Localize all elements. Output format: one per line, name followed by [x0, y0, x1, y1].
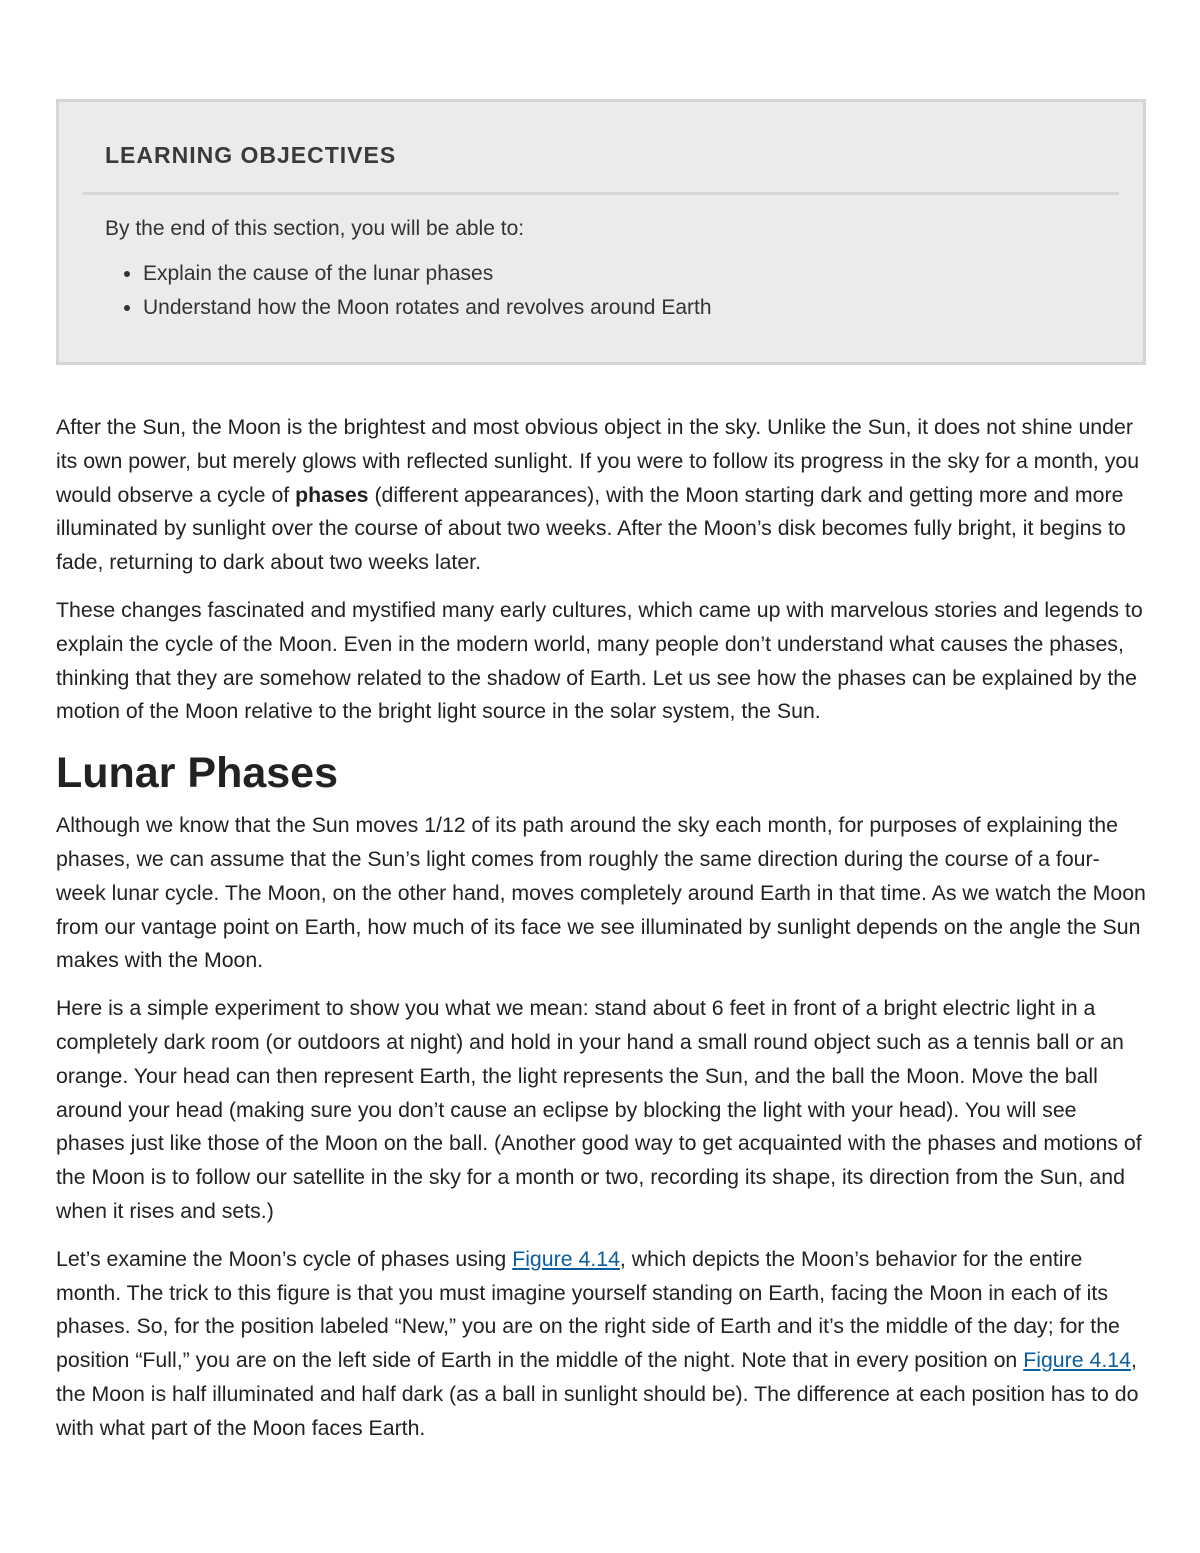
paragraph-text: , which depicts the Moon’s behavior for the entire month. The trick to this figure is that you must imagine yourself standing on Earth, facing the Moon in each of its phases. So, for the position labeled “New,” you are on the right side of Earth and it’s the middle of the day; for the position “Full,” you are on the left side of Earth in the middle of the night. Note that in every position on [56, 1246, 1120, 1373]
objective-item: • Explain the cause of the lunar phases [143, 257, 1119, 291]
intro-paragraph [56, 411, 1146, 580]
body-text [56, 411, 1146, 1446]
key-term-phases: phases [295, 482, 369, 507]
intro-paragraph: These changes fascinated and mystified many early cultures, which came up with marvelous stories and legends to explain the cycle of the Moon. Even in the modern world, many people don’t understand what causes the phases, thinking that they are somehow related to the shadow of Earth. Let us see how the phases can be explained by the motion of the Moon relative to the bright light source in the solar system, the Sun. [56, 597, 1143, 724]
objectives-divider [83, 192, 1119, 195]
section-paragraph: Here is a simple experiment to show you what we mean: stand about 6 feet in front of a bright electric light in a completely dark room (or outdoors at night) and hold in your hand a small round object such as a tennis ball or an orange. Your head can then represent Earth, the light represents the Sun, and the ball the Moon. Move the ball around your head (making sure you don’t cause an eclipse by blocking the light with your head). You will see phases just like those of the Moon on the ball. (Another good way to get acquainted with the phases and motions of the Moon is to follow our satellite in the sky for a month or two, recording its shape, its direction from the Sun, and when it rises and sets.) [56, 996, 1142, 1223]
objectives-list [83, 257, 1119, 325]
objectives-title: LEARNING OBJECTIVES [105, 142, 397, 168]
paragraph-text: Let’s examine the Moon’s cycle of phases using [56, 1246, 513, 1271]
paragraph-text: , the Moon is half illuminated and half dark (as a ball in sunlight should be). The difference at each position has to do with what part of the Moon faces Earth. [56, 1348, 1139, 1440]
intro-text-before: After the Sun, the Moon is the brightest and most obvious object in the sky. Unlike the Sun, it does not shine under its own power, but merely glows with reflected sunlight. If you were to follow its progress in the sky for a month, you would observe a cycle of [56, 415, 1140, 507]
figure-link[interactable]: Figure 4.14 [1023, 1348, 1131, 1373]
section-title: Lunar Phases [56, 749, 338, 798]
learning-objectives-box [56, 99, 1146, 365]
section-paragraph [56, 1243, 1146, 1446]
figure-link[interactable]: Figure 4.14 [512, 1246, 620, 1271]
objectives-intro: By the end of this section, you will be able to: [105, 217, 525, 240]
section-paragraph: Although we know that the Sun moves 1/12 of its path around the sky each month, for purposes of explaining the phases, we can assume that the Sun’s light comes from roughly the same direction during the course of a four-week lunar cycle. The Moon, on the other hand, moves completely around Earth in that time. As we watch the Moon from our vantage point on Earth, how much of its face we see illuminated by sunlight depends on the angle the Sun makes with the Moon. [56, 813, 1146, 973]
objective-item: • Understand how the Moon rotates and revolves around Earth [143, 291, 1119, 325]
intro-text-after: (different appearances), with the Moon starting dark and getting more and more illuminated by sunlight over the course of about two weeks. After the Moon’s disk becomes fully bright, it begins to fade, returning to dark about two weeks later. [56, 482, 1126, 575]
page-content [56, 99, 1146, 1460]
